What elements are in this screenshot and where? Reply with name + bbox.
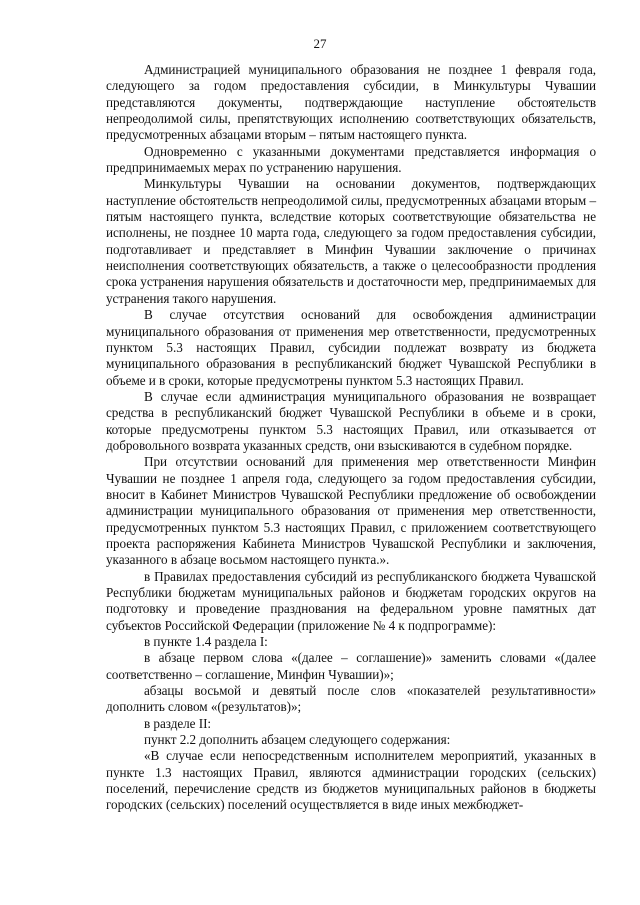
- paragraph-subsidy-return: В случае отсутствия оснований для освобождения администрации муниципального образования от применения мер ответственности, предусмотренных пунктом 5.3 настоящих Правил, субсидии подлежат возврату из бюджета муниципального образования в республиканский бюджет Чувашской Республики в объеме и в сроки, которые предусмотрены пунктом 5.3 настоящих Правил.: [106, 307, 596, 388]
- paragraph-first-abzac: в абзаце первом слова «(далее – соглашение)» заменить словами «(далее соответственно – соглашение, Минфин Чувашии)»;: [106, 650, 596, 682]
- paragraph-force-majeure-documents: Администрацией муниципального образования не позднее 1 февраля года, следующего за годом предоставления субсидии, в Минкультуры Чувашии представляются документы, подтверждающие наступление обстоятельств непреодолимой силы, препятствующих исполнению соответствующих обязательств, предусмотренных абзацами вторым – пятым настоящего пункта.: [106, 62, 596, 143]
- paragraph-section-2: в разделе II:: [144, 715, 212, 731]
- paragraph-court-recovery: В случае если администрация муниципального образования не возвращает средства в республиканский бюджет Чувашской Республики в объеме и в сроки, которые предусмотрены пунктом 5.3 настоящих Правил, или отказывается от добровольного возврата указанных средств, они взыскиваются в судебном порядке.: [106, 388, 596, 453]
- document-body: [106, 62, 596, 814]
- page-number: 27: [313, 36, 327, 51]
- paragraph-rules-appendix-4: в Правилах предоставления субсидий из республиканского бюджета Чувашской Республики бюджетам муниципальных районов и бюджетам городских округов на подготовку и проведение празднования на федеральном уровне памятных дат субъектов Российской Федерации (приложение № 4 к подпрограмме):: [106, 568, 596, 633]
- paragraph-minfin-proposal: При отсутствии оснований для применения мер ответственности Минфин Чувашии не позднее 1 апреля года, следующего за годом предоставления субсидии, вносит в Кабинет Министров Чувашской Республики предложение об освобождении администрации муниципального образования от применения мер ответственности, предусмотренных пунктом 5.3 настоящих Правил, с приложением соответствующего проекта распоряжения Кабинета Министров Чувашской Республики и заключения, указанного в абзаце восьмом настоящего пункта.».: [106, 454, 596, 568]
- paragraph-measures-info: Одновременно с указанными документами представляется информация о предпринимаемых мерах по устранению нарушения.: [106, 143, 596, 176]
- paragraph-clause-2-2: пункт 2.2 дополнить абзацем следующего содержания:: [144, 732, 451, 748]
- paragraph-clause-1-4: в пункте 1.4 раздела I:: [144, 634, 268, 650]
- paragraph-eighth-ninth-abzac: абзацы восьмой и девятый после слов «показателей результативности» дополнить словом «(результатов)»;: [106, 683, 596, 715]
- paragraph-direct-executor: «В случае если непосредственным исполнителем мероприятий, указанных в пункте 1.3 настоящих Правил, являются администрации городских (сельских) поселений, перечисление средств из бюджетов муниципальных районов в бюджеты городских (сельских) поселений осуществляется в виде иных межбюджет-: [106, 748, 596, 813]
- paragraph-ministry-conclusion: Минкультуры Чувашии на основании документов, подтверждающих наступление обстоятельств непреодолимой силы, предусмотренных абзацами вторым – пятым настоящего пункта, вследствие которых соответствующие обязательства не исполнены, не позднее 10 марта года, следующего за годом предоставления субсидии, подготавливает и представляет в Минфин Чувашии заключение о причинах неисполнения соответствующих обязательств, а также о целесообразности продления срока устранения нарушения обязательств и достаточности мер, предпринимаемых для устранения такого нарушения.: [106, 176, 596, 306]
